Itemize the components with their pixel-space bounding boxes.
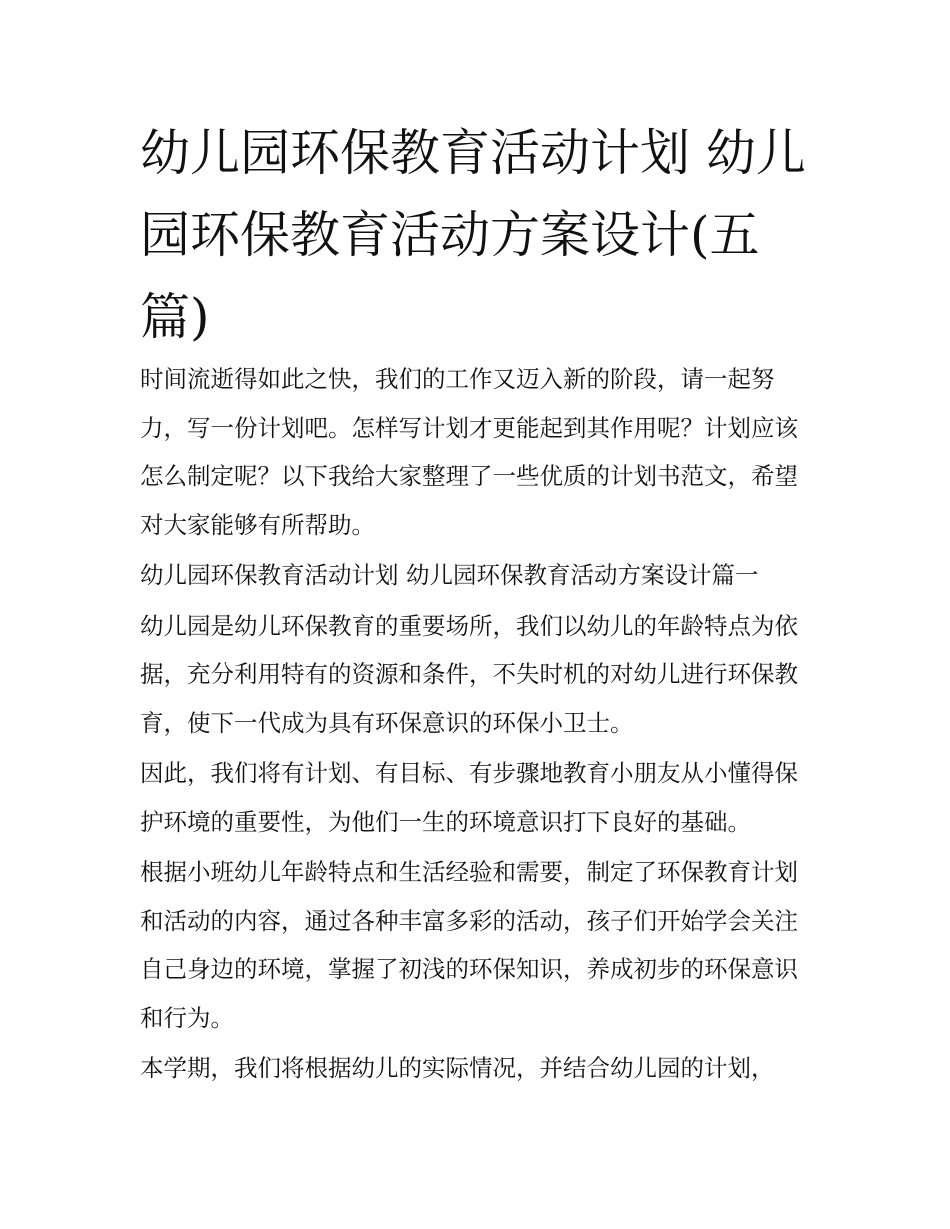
paragraph: 因此，我们将有计划、有目标、有步骤地教育小朋友从小懂得保护环境的重要性，为他们一生的环境意识打下良好的基础。 bbox=[140, 759, 798, 836]
paragraph: 幼儿园是幼儿环保教育的重要场所，我们以幼儿的年龄特点为依据，充分利用特有的资源和条件，不失时机的对幼儿进行环保教育，使下一代成为具有环保意识的环保小卫士。 bbox=[140, 611, 798, 737]
paragraph-intro: 时间流逝得如此之快，我们的工作又迈入新的阶段，请一起努力，写一份计划吧。怎样写计划才更能起到其作用呢？计划应该怎么制定呢？以下我给大家整理了一些优质的计划书范文，希望对大家能够有所帮助。 bbox=[140, 365, 798, 539]
document-title: 幼儿园环保教育活动计划 幼儿园环保教育活动方案设计(五篇) bbox=[140, 124, 806, 346]
paragraph: 本学期，我们将根据幼儿的实际情况，并结合幼儿园的计划， bbox=[140, 1054, 775, 1082]
document-body bbox=[140, 355, 820, 1095]
paragraph: 根据小班幼儿年龄特点和生活经验和需要，制定了环保教育计划和活动的内容，通过各种丰富多彩的活动，孩子们开始学会关注自己身边的环境，掌握了初浅的环保知识，养成初步的环保意识和行为。 bbox=[140, 858, 798, 1032]
section-heading: 幼儿园环保教育活动计划 幼儿园环保教育活动方案设计篇一 bbox=[140, 561, 759, 589]
